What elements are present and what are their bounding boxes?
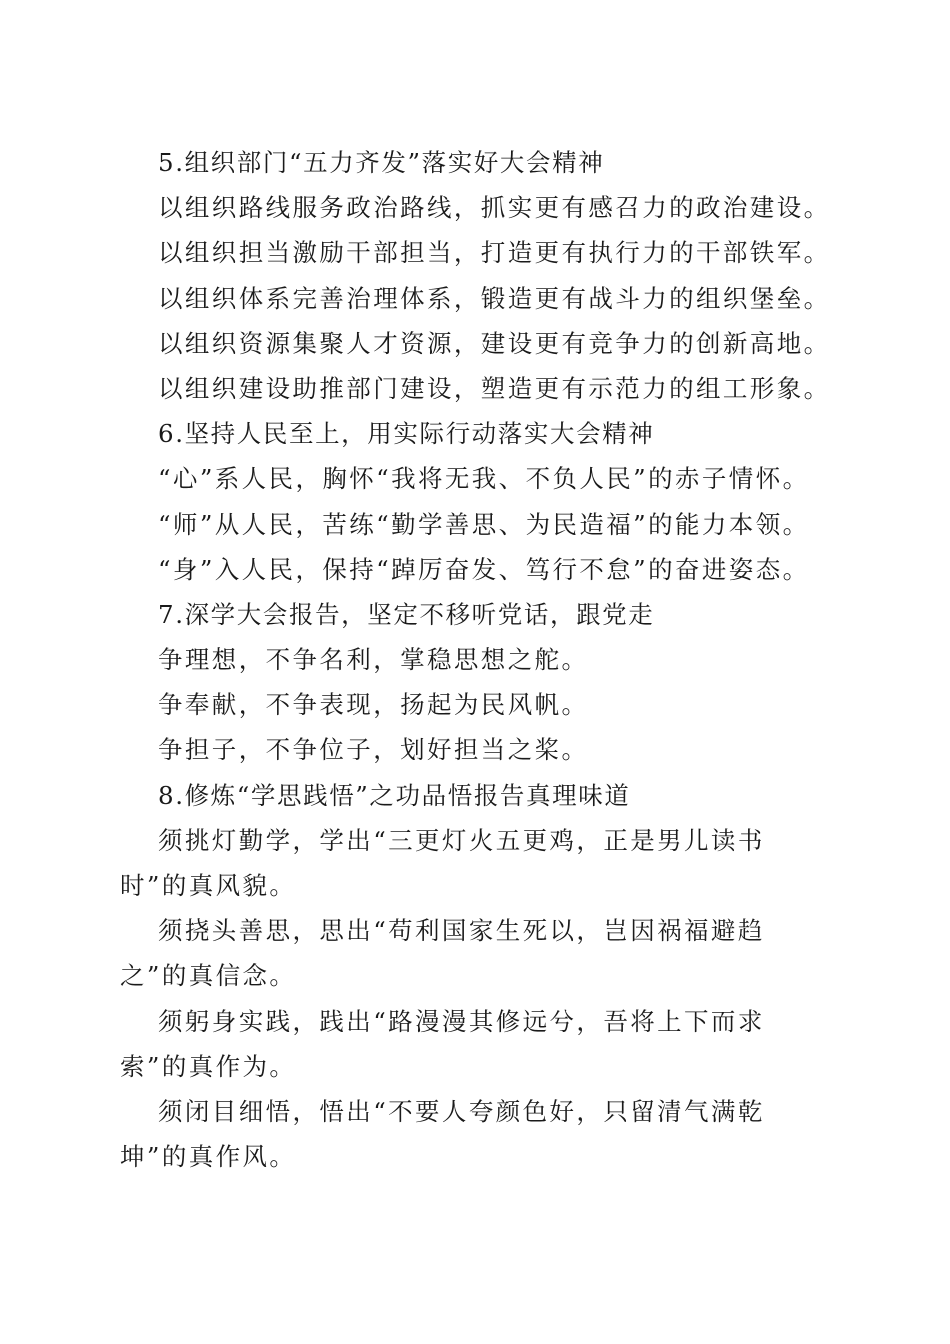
section-heading: 5.组织部门“五力齐发”落实好大会精神 [158, 148, 605, 177]
text-line: 争担子，不争位子，划好担当之桨。 [158, 735, 589, 765]
section-heading: 8.修炼“学思践悟”之功品悟报告真理味道 [158, 780, 631, 810]
text-line: “师”从人民，苦练“勤学善思、为民造福”的能力本领。 [158, 509, 810, 539]
text-line: “身”入人民，保持“踔厉奋发、笃行不怠”的奋进姿态。 [158, 554, 810, 584]
text-line: 争理想，不争名利，掌稳思想之舵。 [158, 645, 589, 675]
text-line: 争奉献，不争表现，扬起为民风帆。 [158, 690, 589, 720]
section-heading: 6.坚持人民至上，用实际行动落实大会精神 [158, 419, 655, 449]
text-line: 以组织路线服务政治路线，抓实更有感召力的政治建设。 [158, 193, 831, 223]
paragraph: 须挑灯勤学，学出“三更灯火五更鸡，正是男儿读书时”的真风貌。 [120, 825, 765, 901]
text-line: 以组织建设助推部门建设，塑造更有示范力的组工形象。 [158, 373, 831, 403]
text-line: 以组织担当激励干部担当，打造更有执行力的干部铁军。 [158, 238, 831, 268]
section-heading: 7.深学大会报告，坚定不移听党话，跟党走 [158, 599, 655, 629]
paragraph: 须躬身实践，践出“路漫漫其修远兮，吾将上下而求索”的真作为。 [120, 1006, 765, 1081]
paragraph: 须闭目细悟，悟出“不要人夸颜色好，只留清气满乾坤”的真作风。 [120, 1097, 765, 1172]
paragraph: 须挠头善思，思出“苟利国家生死以，岂因祸福避趋之”的真信念。 [120, 916, 765, 991]
document-body [120, 140, 830, 1179]
text-line: “心”系人民，胸怀“我将无我、不负人民”的赤子情怀。 [158, 464, 810, 494]
text-line: 以组织资源集聚人才资源，建设更有竞争力的创新高地。 [158, 328, 831, 358]
text-line: 以组织体系完善治理体系，锻造更有战斗力的组织堡垒。 [158, 283, 831, 313]
